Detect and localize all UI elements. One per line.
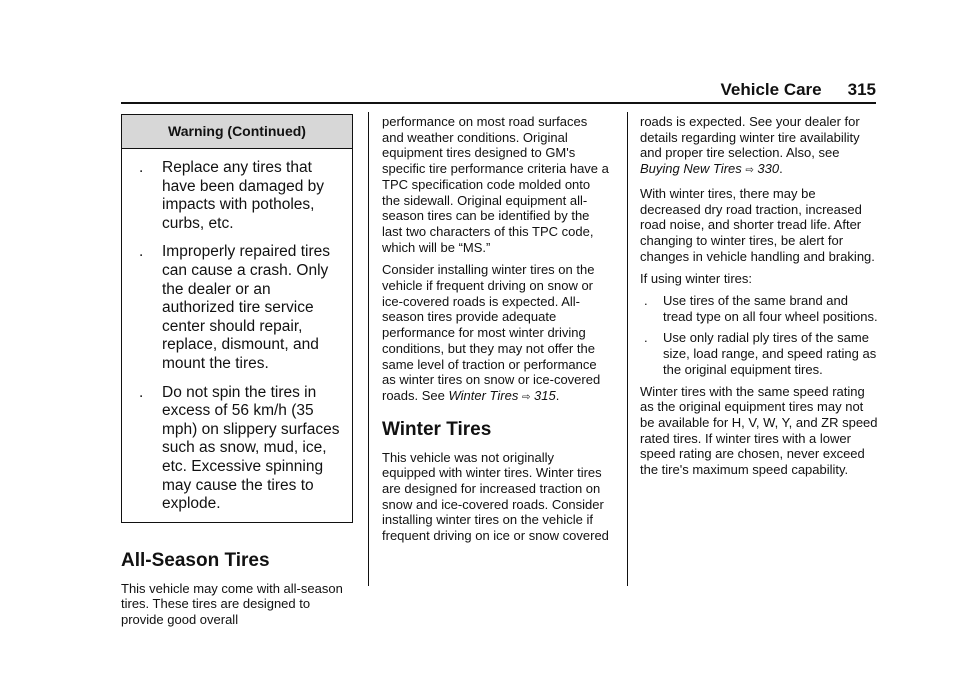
- winter-paragraph-4: If using winter tires:: [640, 271, 752, 287]
- page-header: [121, 80, 876, 104]
- winter-list: [640, 293, 878, 378]
- all-season-paragraph-2: Consider installing winter tires on the vehicle if frequent driving on snow or ice-covered roads is expected. All-season tires provide adequate performance for most winter driving conditions, but they may not offer the same level of traction or performance as winter tires on snow or ice-covered roads. See Winter Tires ⇨ 315.: [382, 262, 601, 403]
- all-season-paragraph-1: performance on most road surfaces and weather conditions. Original equipment tires designed to GM's specific tire performance criteria have a TPC specification code molded onto the sidewall. Original equipment all-season tires can be identified by the last two characters of this TPC code, which will be “MS.”: [382, 114, 609, 255]
- winter-list-item: . Use tires of the same brand and tread type on all four wheel positions.: [644, 293, 878, 324]
- page-ref-arrow-icon: ⇨: [745, 165, 754, 177]
- winter-paragraph-1: This vehicle was not originally equipped with winter tires. Winter tires are designed for increased traction on snow and ice-covered roads. Consider installing winter tires on the vehicle if frequent driving on ice or snow covered: [382, 449, 609, 544]
- winter-paragraph-2: roads is expected. See your dealer for details regarding winter tire availability and proper tire selection. Also, see Buying New Tires ⇨ 330.: [640, 114, 860, 177]
- column-divider-2: [627, 112, 628, 586]
- cross-ref-winter-tires[interactable]: Winter Tires ⇨ 315: [448, 387, 556, 403]
- warning-item: . Improperly repaired tires can cause a crash. Only the dealer or an authorized tire service center should repair, replace, dismount, and mount the tires.: [139, 243, 330, 372]
- all-season-heading: All-Season Tires: [121, 549, 270, 571]
- winter-paragraph-3: With winter tires, there may be decreased dry road traction, increased road noise, and shorter tread life. After changing to winter tires, be alert for changes in vehicle handling and braking.: [640, 185, 875, 264]
- page-number: 315: [847, 80, 876, 99]
- winter-paragraph-5: Winter tires with the same speed rating as the original equipment tires may not be available for H, V, W, Y, and ZR speed rated tires. If winter tires with a lower speed rating are chosen, never exceed the tire's maximum speed capability.: [640, 383, 878, 478]
- bullet: .: [139, 243, 144, 261]
- column-divider-1: [368, 112, 369, 586]
- column-3: [640, 114, 878, 478]
- winter-tires-heading: Winter Tires: [382, 418, 492, 440]
- winter-list-item: . Use only radial ply tires of the same size, load range, and speed rating as the original equipment tires.: [644, 330, 877, 377]
- cross-ref-buying-new-tires[interactable]: Buying New Tires ⇨ 330: [640, 161, 780, 177]
- warning-list: [122, 149, 352, 522]
- warning-box: [121, 114, 353, 523]
- column-2: [382, 114, 610, 544]
- column-1: [121, 114, 355, 628]
- page-ref-arrow-icon: ⇨: [521, 391, 531, 403]
- bullet: .: [644, 330, 648, 346]
- all-season-intro: This vehicle may come with all-season tires. These tires are designed to provide good overall: [121, 580, 343, 628]
- warning-title: Warning (Continued): [122, 115, 352, 149]
- warning-item: . Replace any tires that have been damaged by impacts with potholes, curbs, etc.: [139, 159, 325, 232]
- bullet: .: [644, 293, 648, 309]
- section-title: Vehicle Care: [720, 80, 822, 99]
- warning-item: . Do not spin the tires in excess of 56 km/h (35 mph) on slippery surfaces such as snow, mud, ice, etc. Excessive spinning may cause the tires to explode.: [139, 383, 340, 513]
- bullet: .: [139, 159, 144, 176]
- bullet: .: [139, 383, 144, 401]
